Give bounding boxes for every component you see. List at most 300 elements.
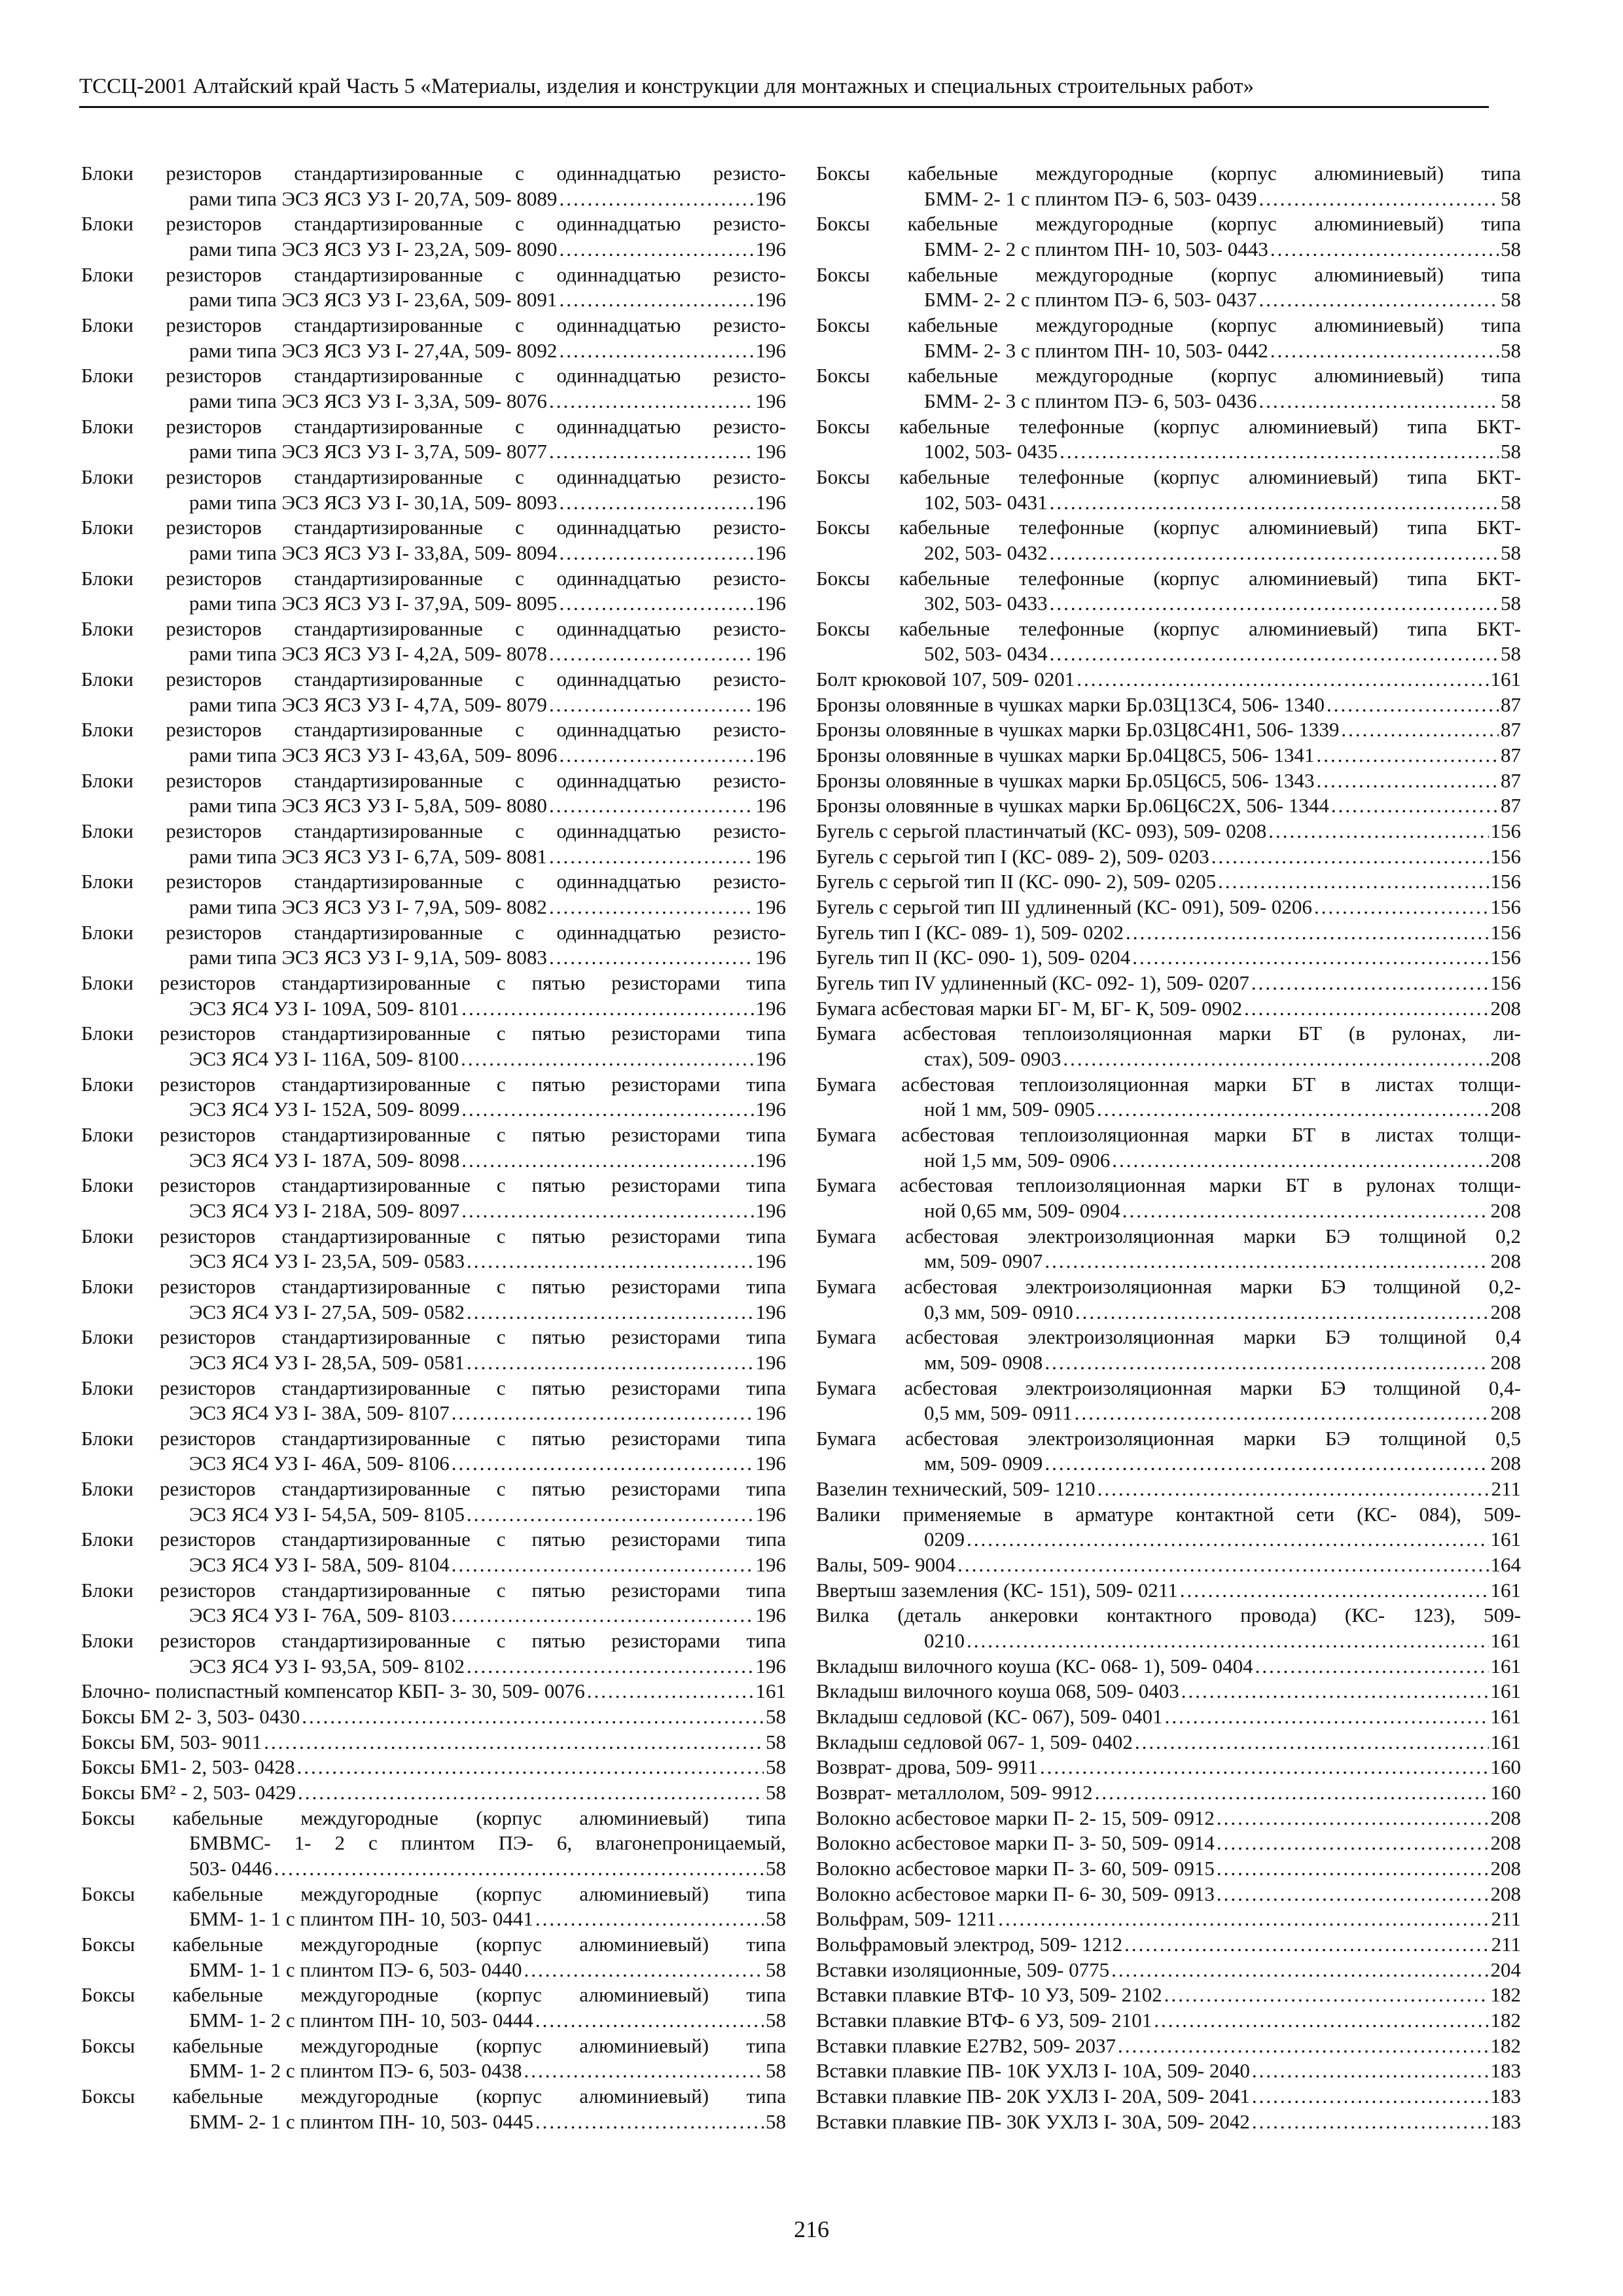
- dot-leader: [524, 2058, 764, 2084]
- index-entry-text: ЭСЗ ЯС4 УЗ I- 46А, 509- 8106: [189, 1452, 450, 1475]
- page-number: 216: [794, 2216, 829, 2242]
- index-entry: [816, 793, 1521, 819]
- index-page-ref: 196: [755, 288, 786, 312]
- index-entry: [81, 617, 786, 667]
- index-entry: [81, 363, 786, 414]
- dot-leader: [1217, 1882, 1489, 1907]
- dot-leader: [1132, 945, 1488, 971]
- index-page-ref: 182: [1490, 2008, 1521, 2032]
- index-entry: [816, 920, 1521, 946]
- index-page-ref: 196: [755, 1452, 786, 1475]
- index-page-ref: 87: [1501, 768, 1521, 792]
- index-entry-text: Боксы кабельные междугородные (корпус алюминиевый) типа: [81, 1806, 786, 1829]
- index-entry-text: Болт крюковой 107, 509- 0201: [816, 668, 1075, 691]
- index-page-ref: 208: [1490, 996, 1521, 1020]
- index-entry: [81, 667, 786, 717]
- index-page-ref: 196: [755, 592, 786, 615]
- index-entry-text: Бугель с серьгой тип II (КС- 090- 2), 509- 0205: [816, 870, 1217, 893]
- dot-leader: [467, 1654, 754, 1679]
- index-entry-text: 0210: [924, 1629, 965, 1653]
- dot-leader: [1314, 895, 1489, 920]
- index-entry-text: мм, 509- 0907: [924, 1249, 1043, 1273]
- index-entry: [81, 1072, 786, 1122]
- index-entry-text: ЭСЗ ЯС4 УЗ I- 58А, 509- 8104: [189, 1553, 450, 1577]
- index-entry-text: Блоки резисторов стандартизированные с пятью резисторами типа: [81, 1426, 786, 1450]
- index-entry: [816, 1806, 1521, 1831]
- index-entry: [816, 667, 1521, 692]
- index-page-ref: 196: [755, 1249, 786, 1273]
- index-entry: [816, 1831, 1521, 1856]
- index-entry-text: БММ- 2- 3 с плинтом ПЭ- 6, 503- 0436: [924, 389, 1257, 412]
- index-page-ref: 208: [1490, 1831, 1521, 1855]
- index-entry-text: Блоки резисторов стандартизированные с пятью резисторами типа: [81, 1022, 786, 1045]
- dot-leader: [461, 1148, 753, 1174]
- dot-leader: [1217, 1856, 1489, 1882]
- index-entry-text: БМВМС- 1- 2 с плинтом ПЭ- 6, влагонепроницаемый,: [189, 1831, 786, 1855]
- index-entry: [81, 717, 786, 768]
- index-entry-text: Вставки плавкие ПВ- 10К УХЛЗ I- 10А, 509- 2040: [816, 2059, 1250, 2083]
- index-page-ref: 156: [1490, 946, 1521, 969]
- index-page-ref: 211: [1491, 1932, 1521, 1956]
- index-entry: [81, 1932, 786, 1982]
- index-entry: [816, 1477, 1521, 1502]
- index-page-ref: 58: [766, 2109, 786, 2133]
- index-entry: [816, 1907, 1521, 1932]
- index-entry: [816, 1755, 1521, 1780]
- dot-leader: [1218, 869, 1488, 895]
- index-entry-text: рами типа ЭСЗ ЯСЗ УЗ I- 30,1А, 509- 8093: [189, 490, 558, 514]
- index-page-ref: 208: [1490, 1452, 1521, 1475]
- index-entry-text: Вставки плавкие ВТФ- 10 УЗ, 509- 2102: [816, 1983, 1162, 2007]
- index-page-ref: 58: [1501, 237, 1521, 260]
- index-page-ref: 58: [1501, 338, 1521, 362]
- index-entry-text: ЭСЗ ЯС4 УЗ I- 76А, 509- 8103: [189, 1604, 450, 1627]
- dot-leader: [549, 389, 754, 414]
- index-entry-text: Блоки резисторов стандартизированные с одиннадцатью резисто-: [81, 313, 786, 336]
- index-page-ref: 160: [1490, 1755, 1521, 1779]
- index-page-ref: 58: [1501, 288, 1521, 312]
- index-entry: [81, 1122, 786, 1173]
- index-page-ref: 196: [755, 1553, 786, 1577]
- dot-leader: [1180, 1578, 1489, 1604]
- index-entry: [816, 1654, 1521, 1679]
- index-page-ref: 58: [1501, 642, 1521, 666]
- index-entry-text: рами типа ЭСЗ ЯСЗ УЗ I- 3,7А, 509- 8077: [189, 440, 547, 463]
- index-entry-text: Вставки плавкие ПВ- 20К УХЛЗ I- 20А, 509- 2041: [816, 2084, 1250, 2108]
- index-page-ref: 196: [755, 1654, 786, 1677]
- index-entry: [816, 1730, 1521, 1755]
- dot-leader: [296, 1755, 764, 1780]
- index-entry-text: Блоки резисторов стандартизированные с пятью резисторами типа: [81, 1174, 786, 1197]
- index-page-ref: 156: [1490, 844, 1521, 868]
- dot-leader: [1044, 1451, 1488, 1477]
- index-page-ref: 183: [1490, 2059, 1521, 2083]
- index-entry-text: рами типа ЭСЗ ЯСЗ УЗ I- 7,9А, 509- 8082: [189, 895, 547, 919]
- index-entry-text: Вольфрамовый электрод, 509- 1212: [816, 1932, 1123, 1956]
- index-page-ref: 58: [766, 1730, 786, 1753]
- index-entry-text: ЭСЗ ЯС4 УЗ I- 93,5А, 509- 8102: [189, 1654, 465, 1677]
- dot-leader: [1165, 1704, 1489, 1730]
- index-entry-text: Боксы кабельные междугородные (корпус алюминиевый) типа: [81, 2034, 786, 2057]
- index-entry-text: Блоки резисторов стандартизированные с пятью резисторами типа: [81, 1376, 786, 1399]
- index-entry-text: 202, 503- 0432: [924, 541, 1048, 564]
- index-page-ref: 87: [1501, 744, 1521, 767]
- index-entry: [816, 1021, 1521, 1071]
- index-page-ref: 58: [766, 1907, 786, 1931]
- dot-leader: [1252, 2084, 1489, 2109]
- index-page-ref: 58: [766, 1705, 786, 1729]
- index-entry-text: Возврат- дрова, 509- 9911: [816, 1755, 1038, 1779]
- index-entry-text: БММ- 2- 2 с плинтом ПЭ- 6, 503- 0437: [924, 288, 1257, 312]
- dot-leader: [1040, 1755, 1489, 1780]
- index-entry: [81, 2034, 786, 2084]
- index-entry: [81, 1477, 786, 1527]
- index-entry-text: 502, 503- 0434: [924, 642, 1048, 666]
- index-entry-text: Бумага асбестовая электроизоляционная марки БЭ толщиной 0,4: [816, 1325, 1521, 1349]
- index-entry: [81, 161, 786, 211]
- index-entry-text: Вставки плавкие ВТФ- 6 УЗ, 509- 2101: [816, 2008, 1152, 2032]
- index-entry: [816, 1780, 1521, 1806]
- index-page-ref: 164: [1490, 1553, 1521, 1577]
- dot-leader: [1044, 1249, 1488, 1274]
- dot-leader: [1063, 1047, 1488, 1072]
- index-page-ref: 196: [755, 895, 786, 919]
- dot-leader: [1097, 1097, 1489, 1122]
- index-entry: [81, 971, 786, 1021]
- dot-leader: [1075, 1401, 1489, 1426]
- index-entry-text: Боксы кабельные междугородные (корпус алюминиевый) типа: [81, 1882, 786, 1905]
- index-page-ref: 196: [755, 844, 786, 868]
- dot-leader: [1341, 717, 1499, 743]
- dot-leader: [559, 541, 753, 566]
- index-entry-text: ЭСЗ ЯС4 УЗ I- 116А, 509- 8100: [189, 1047, 459, 1070]
- index-entry-text: Бронзы оловянные в чушках марки Бр.05Ц6С5, 506- 1343: [816, 768, 1315, 792]
- index-page-ref: 196: [755, 237, 786, 260]
- index-entry: [81, 1982, 786, 2033]
- index-entry-text: рами типа ЭСЗ ЯСЗ УЗ I- 9,1А, 509- 8083: [189, 946, 547, 969]
- index-entry: [81, 515, 786, 565]
- index-entry-text: Боксы БМ² - 2, 503- 0429: [81, 1781, 296, 1804]
- index-page-ref: 87: [1501, 794, 1521, 817]
- index-entry: [816, 717, 1521, 743]
- index-page-ref: 183: [1490, 2084, 1521, 2108]
- index-page-ref: 196: [755, 1300, 786, 1323]
- index-entry-text: БММ- 2- 1 с плинтом ПЭ- 6, 503- 0439: [924, 187, 1257, 210]
- index-entry-text: Бумага асбестовая электроизоляционная марки БЭ толщиной 0,2-: [816, 1274, 1521, 1298]
- index-entry-text: рами типа ЭСЗ ЯСЗ УЗ I- 43,6А, 509- 8096: [189, 744, 558, 767]
- index-page-ref: 161: [1490, 1629, 1521, 1653]
- dot-leader: [1316, 768, 1499, 794]
- dot-leader: [298, 1780, 764, 1806]
- index-entry-text: БММ- 2- 1 с плинтом ПН- 10, 503- 0445: [189, 2109, 533, 2133]
- index-entry-text: ЭСЗ ЯС4 УЗ I- 218А, 509- 8097: [189, 1198, 460, 1222]
- dot-leader: [1095, 1780, 1489, 1806]
- dot-leader: [1270, 338, 1499, 364]
- index-entry-text: БММ- 2- 3 с плинтом ПН- 10, 503- 0442: [924, 338, 1268, 362]
- index-entry-text: 102, 503- 0431: [924, 490, 1048, 514]
- index-entry: [816, 971, 1521, 996]
- index-entry-text: Бумага асбестовая теплоизоляционная марки БТ в рулонах толщи-: [816, 1174, 1521, 1197]
- index-entry-text: Блоки резисторов стандартизированные с пятью резисторами типа: [81, 1629, 786, 1653]
- dot-leader: [1164, 1982, 1489, 2008]
- index-entry-text: Бумага асбестовая марки БГ- М, БГ- К, 509- 0902: [816, 996, 1243, 1020]
- dot-leader: [1211, 844, 1489, 870]
- index-entry-text: 1002, 503- 0435: [924, 440, 1058, 463]
- index-page-ref: 161: [1490, 1730, 1521, 1753]
- index-entry: [816, 1578, 1521, 1604]
- index-entry: [816, 566, 1521, 617]
- index-entry-text: ЭСЗ ЯС4 УЗ I- 28,5А, 509- 0581: [189, 1350, 465, 1374]
- index-entry-text: ЭСЗ ЯС4 УЗ I- 38А, 509- 8107: [189, 1401, 450, 1425]
- index-entry-text: Бронзы оловянные в чушках марки Бр.06Ц6С2Х, 506- 1344: [816, 794, 1329, 817]
- index-entry-text: Волокно асбестовое марки П- 2- 15, 509- 0912: [816, 1806, 1215, 1829]
- dot-leader: [559, 187, 753, 212]
- index-entry-text: Блоки резисторов стандартизированные с одиннадцатью резисто-: [81, 212, 786, 236]
- index-page-ref: 196: [755, 642, 786, 666]
- index-entry-text: Блочно- полиспастный компенсатор КБП- 3- 30, 509- 0076: [81, 1679, 585, 1703]
- dot-leader: [1244, 996, 1488, 1022]
- dot-leader: [1044, 1350, 1488, 1376]
- index-entry-text: Боксы кабельные телефонные (корпус алюминиевый) типа БКТ-: [816, 516, 1521, 539]
- index-entry-text: Блоки резисторов стандартизированные с пятью резисторами типа: [81, 1072, 786, 1096]
- index-entry-text: Блоки резисторов стандартизированные с одиннадцатью резисто-: [81, 364, 786, 387]
- dot-leader: [1259, 389, 1499, 414]
- index-entry-text: ной 1,5 мм, 509- 0906: [924, 1148, 1111, 1172]
- index-entry: [816, 1704, 1521, 1730]
- dot-leader: [461, 996, 753, 1022]
- index-entry-text: Блоки резисторов стандартизированные с пятью резисторами типа: [81, 1528, 786, 1551]
- dot-leader: [1327, 692, 1499, 718]
- index-entry: [816, 1856, 1521, 1882]
- dot-leader: [1251, 971, 1489, 996]
- index-entry: [816, 2084, 1521, 2109]
- dot-leader: [559, 237, 753, 262]
- index-entry-text: Вкладыш вилочного коуша (КС- 068- 1), 509- 0404: [816, 1654, 1253, 1677]
- index-entry: [816, 1982, 1521, 2008]
- index-entry-text: Вставки изоляционные, 509- 0775: [816, 1958, 1110, 1981]
- index-entry: [816, 1882, 1521, 1907]
- index-entry-text: Боксы кабельные междугородные (корпус алюминиевый) типа: [816, 212, 1521, 236]
- index-page-ref: 196: [755, 794, 786, 817]
- index-entry-text: Вкладыш вилочного коуша 068, 509- 0403: [816, 1679, 1179, 1703]
- index-entry: [816, 1932, 1521, 1958]
- index-entry: [81, 313, 786, 363]
- index-entry: [816, 1122, 1521, 1173]
- dot-leader: [1050, 541, 1499, 566]
- index-entry: [81, 1628, 786, 1679]
- index-entry-text: Бумага асбестовая теплоизоляционная марки БТ (в рулонах, ли-: [816, 1022, 1521, 1045]
- dot-leader: [467, 1249, 754, 1274]
- index-entry: [81, 1578, 786, 1628]
- index-entry-text: Боксы кабельные телефонные (корпус алюминиевый) типа БКТ-: [816, 465, 1521, 488]
- index-entry-text: Боксы БМ1- 2, 503- 0428: [81, 1755, 295, 1779]
- index-entry-text: Боксы кабельные междугородные (корпус алюминиевый) типа: [816, 313, 1521, 336]
- index-page-ref: 196: [755, 946, 786, 969]
- index-entry-text: Блоки резисторов стандартизированные с пятью резисторами типа: [81, 1477, 786, 1501]
- dot-leader: [467, 1502, 754, 1528]
- dot-leader: [549, 641, 754, 667]
- dot-leader: [549, 945, 754, 971]
- index-page-ref: 196: [755, 541, 786, 564]
- index-entry-text: Боксы кабельные телефонные (корпус алюминиевый) типа БКТ-: [816, 617, 1521, 640]
- dot-leader: [559, 743, 753, 768]
- index-page-ref: 87: [1501, 718, 1521, 742]
- dot-leader: [452, 1603, 754, 1628]
- index-entry: [81, 1679, 786, 1704]
- index-entry: [816, 692, 1521, 718]
- index-entry-text: Боксы кабельные телефонные (корпус алюминиевый) типа БКТ-: [816, 566, 1521, 590]
- index-entry-text: Бронзы оловянные в чушках марки Бр.03Ц8С4Н1, 506- 1339: [816, 718, 1340, 742]
- index-page-ref: 156: [1490, 819, 1521, 843]
- index-entry-text: БММ- 1- 2 с плинтом ПЭ- 6, 503- 0438: [189, 2059, 522, 2083]
- index-entry-text: рами типа ЭСЗ ЯСЗ УЗ I- 23,6А, 509- 8091: [189, 288, 558, 312]
- index-entry: [81, 1704, 786, 1730]
- index-page-ref: 161: [755, 1679, 786, 1703]
- index-entry-text: БММ- 2- 2 с плинтом ПН- 10, 503- 0443: [924, 237, 1268, 260]
- dot-leader: [1270, 237, 1499, 262]
- index-entry-text: БММ- 1- 2 с плинтом ПН- 10, 503- 0444: [189, 2008, 533, 2032]
- dot-leader: [1268, 819, 1488, 844]
- index-entry: [816, 617, 1521, 667]
- dot-leader: [1259, 287, 1499, 313]
- dot-leader: [1316, 743, 1499, 768]
- index-entry-text: ЭСЗ ЯС4 УЗ I- 109А, 509- 8101: [189, 996, 460, 1020]
- index-entry-text: Боксы кабельные телефонные (корпус алюминиевый) типа БКТ-: [816, 414, 1521, 438]
- index-page-ref: 208: [1490, 1148, 1521, 1172]
- index-entry: [81, 819, 786, 869]
- index-page-ref: 182: [1490, 2034, 1521, 2057]
- index-entry-text: 0,3 мм, 509- 0910: [924, 1300, 1073, 1323]
- dot-leader: [461, 1198, 753, 1224]
- dot-leader: [1217, 1831, 1489, 1856]
- index-page-ref: 156: [1490, 870, 1521, 893]
- index-page-ref: 208: [1490, 1806, 1521, 1829]
- index-page-ref: 208: [1490, 1882, 1521, 1905]
- index-entry: [816, 414, 1521, 465]
- index-entry-text: Бумага асбестовая электроизоляционная марки БЭ толщиной 0,2: [816, 1224, 1521, 1247]
- index-page-ref: 196: [755, 1502, 786, 1526]
- index-page-ref: 156: [1490, 895, 1521, 919]
- index-entry: [81, 1527, 786, 1577]
- index-entry: [81, 1755, 786, 1780]
- index-page-ref: 58: [1501, 187, 1521, 210]
- dot-leader: [1075, 1300, 1489, 1325]
- index-page-ref: 196: [755, 338, 786, 362]
- dot-leader: [559, 591, 753, 617]
- index-entry: [816, 2008, 1521, 2034]
- dot-leader: [1122, 1198, 1489, 1224]
- index-entry: [81, 2084, 786, 2134]
- index-entry-text: Боксы кабельные междугородные (корпус алюминиевый) типа: [816, 162, 1521, 185]
- index-entry: [81, 1173, 786, 1223]
- index-entry-text: рами типа ЭСЗ ЯСЗ УЗ I- 4,2А, 509- 8078: [189, 642, 547, 666]
- dot-leader: [1112, 1148, 1488, 1174]
- index-entry: [816, 945, 1521, 971]
- index-entry-text: Вставки плавкие ПВ- 30К УХЛЗ I- 30А, 509- 2042: [816, 2109, 1250, 2133]
- dot-leader: [1135, 1730, 1489, 1755]
- index-entry: [816, 1376, 1521, 1426]
- index-entry-text: Бумага асбестовая теплоизоляционная марки БТ в листах толщи-: [816, 1122, 1521, 1146]
- index-entry-text: Волокно асбестовое марки П- 6- 30, 509- 0913: [816, 1882, 1215, 1905]
- dot-leader: [1077, 667, 1488, 692]
- dot-leader: [452, 1451, 754, 1477]
- index-entry-text: Блоки резисторов стандартизированные с одиннадцатью резисто-: [81, 617, 786, 640]
- index-entry-text: Волокно асбестовое марки П- 3- 60, 509- 0915: [816, 1856, 1215, 1880]
- index-page-ref: 196: [755, 187, 786, 210]
- index-page-ref: 196: [755, 440, 786, 463]
- dot-leader: [1050, 641, 1499, 667]
- index-page-ref: 182: [1490, 1983, 1521, 2007]
- index-entry: [816, 1679, 1521, 1704]
- index-page-ref: 156: [1490, 971, 1521, 994]
- index-entry-text: рами типа ЭСЗ ЯСЗ УЗ I- 20,7А, 509- 8089: [189, 187, 558, 210]
- index-page-ref: 196: [755, 1604, 786, 1627]
- index-entry-text: Валики применяемые в арматуре контактной сети (КС- 084), 509-: [816, 1502, 1521, 1526]
- index-entry-text: Вилка (деталь анкеровки контактного провода) (КС- 123), 509-: [816, 1604, 1521, 1627]
- index-entry: [81, 1274, 786, 1325]
- index-entry: [816, 2058, 1521, 2084]
- dot-leader: [549, 895, 754, 920]
- index-entry: [81, 920, 786, 971]
- index-page-ref: 208: [1490, 1249, 1521, 1273]
- dot-leader: [549, 692, 754, 718]
- dot-leader: [452, 1401, 754, 1426]
- dot-leader: [1217, 1806, 1489, 1831]
- dot-leader: [957, 1552, 1488, 1578]
- index-page-ref: 196: [755, 1047, 786, 1070]
- index-entry: [816, 743, 1521, 768]
- index-entry: [816, 1603, 1521, 1653]
- index-entry-text: Боксы кабельные междугородные (корпус алюминиевый) типа: [81, 1983, 786, 2007]
- index-entry: [816, 1072, 1521, 1122]
- dot-leader: [1154, 2008, 1488, 2034]
- index-entry-text: Боксы кабельные междугородные (корпус алюминиевый) типа: [816, 262, 1521, 286]
- index-page-ref: 161: [1490, 1578, 1521, 1602]
- index-entry-text: Блоки резисторов стандартизированные с одиннадцатью резисто-: [81, 262, 786, 286]
- index-entry-text: БММ- 1- 1 с плинтом ПН- 10, 503- 0441: [189, 1907, 533, 1931]
- index-entry: [816, 895, 1521, 920]
- index-entry-text: ЭСЗ ЯС4 УЗ I- 23,5А, 509- 0583: [189, 1249, 465, 1273]
- index-entry-text: Боксы кабельные междугородные (корпус алюминиевый) типа: [816, 364, 1521, 387]
- index-entry-text: ной 1 мм, 509- 0905: [924, 1098, 1095, 1121]
- index-entry-text: Блоки резисторов стандартизированные с одиннадцатью резисто-: [81, 819, 786, 843]
- index-entry-text: Бронзы оловянные в чушках марки Бр.04Ц8С5, 506- 1341: [816, 744, 1315, 767]
- dot-leader: [264, 1730, 764, 1755]
- index-entry-text: стах), 509- 0903: [924, 1047, 1061, 1070]
- index-page-ref: 87: [1501, 692, 1521, 716]
- index-entry-text: ЭСЗ ЯС4 УЗ I- 187А, 509- 8098: [189, 1148, 460, 1172]
- index-entry-text: мм, 509- 0909: [924, 1452, 1043, 1475]
- index-entry: [816, 819, 1521, 844]
- index-page-ref: 196: [755, 744, 786, 767]
- index-page-ref: 208: [1490, 1098, 1521, 1121]
- index-page-ref: 196: [755, 692, 786, 716]
- index-page-ref: 196: [755, 1350, 786, 1374]
- index-page-ref: 183: [1490, 2109, 1521, 2133]
- index-column-left: [81, 161, 786, 2134]
- dot-leader: [461, 1097, 753, 1122]
- dot-leader: [461, 1047, 753, 1072]
- index-entry-text: Блоки резисторов стандартизированные с одиннадцатью резисто-: [81, 718, 786, 742]
- index-entry-text: Вставки плавкие Е27В2, 509- 2037: [816, 2034, 1116, 2057]
- index-entry: [816, 844, 1521, 870]
- index-page-ref: 161: [1490, 668, 1521, 691]
- index-entry-text: Блоки резисторов стандартизированные с пятью резисторами типа: [81, 1325, 786, 1349]
- index-page-ref: 208: [1490, 1401, 1521, 1425]
- index-entry-text: рами типа ЭСЗ ЯСЗ УЗ I- 6,7А, 509- 8081: [189, 844, 547, 868]
- index-entry-text: Блоки резисторов стандартизированные с пятью резисторами типа: [81, 1122, 786, 1146]
- index-entry: [816, 1552, 1521, 1578]
